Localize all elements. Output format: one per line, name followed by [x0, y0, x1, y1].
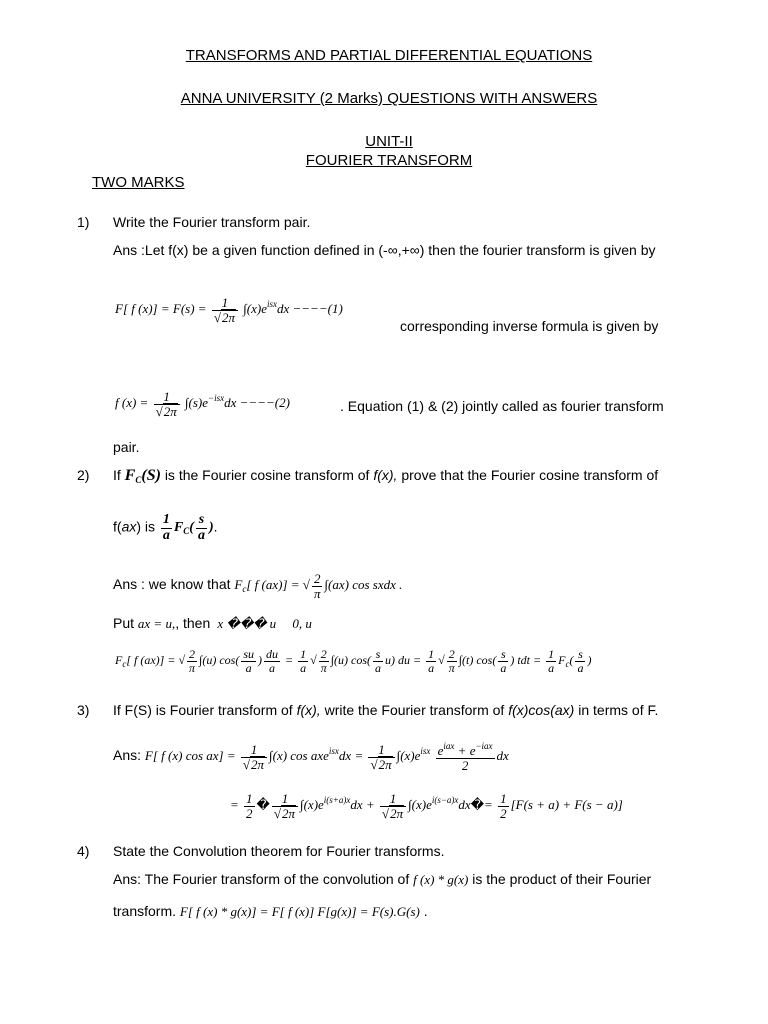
q2-question-pre: If	[113, 467, 121, 483]
q3-q-post: in terms of F.	[578, 702, 659, 718]
q1-eq2-tag: (2)	[274, 395, 290, 411]
q3-answer-line-2: = $\frac{1}{2}$ � $\frac{1}{√2\pi}$ $\int(x)e^{i(s+a)x}dx$ + $\frac{1}{√2\pi}$ $\int(x)e^{i(s-a)x}dx�=$ $\frac{1}{2}$ [F(s + a) + F(s − a)]	[230, 791, 623, 821]
q2-answer-intro: Ans : we know that	[113, 576, 231, 593]
q1-eq2-note: . Equation (1) & (2) jointly called as fourier transform	[340, 398, 664, 414]
q3-q-expr: f(x)cos(ax)	[508, 702, 575, 718]
q1-equation-1: F[ f (x)] = F(s) = $\frac{1}{√2\pi}$ $\int(x)e^{isx}dx ----(1)$	[115, 295, 343, 325]
q1-eq1-note: corresponding inverse formula is given by	[400, 318, 659, 334]
q1-number: 1)	[77, 214, 90, 230]
topic-heading: FOURIER TRANSFORM	[305, 152, 473, 169]
q3-question	[113, 702, 658, 718]
document-title: TRANSFORMS AND PARTIAL DIFFERENTIAL EQUATIONS	[185, 47, 593, 64]
q2-question-mid: is the Fourier cosine transform of	[164, 467, 370, 483]
q4-answer-line-2: transform. F[ f (x) * g(x)] = F[ f (x)] F[g(x)] = F(s).G(s) .	[113, 903, 428, 919]
q1-answer-intro: Ans :Let f(x) be a given function defined in (-∞,+∞) then the fourier transform is given by	[113, 242, 656, 258]
q2-then-label: , then	[175, 615, 211, 631]
q2-line2-mid: ) is	[136, 518, 156, 535]
q3-q-mid: write the Fourier transform of	[324, 702, 505, 718]
q3-number: 3)	[77, 702, 90, 718]
q2-fc-symbol: $F_C(S)$	[124, 467, 161, 485]
q2-number: 2)	[77, 467, 90, 483]
q3-q-pre: If F(S) is Fourier transform of	[113, 702, 293, 718]
q3-q-fx: f(x),	[296, 702, 321, 718]
q4-answer-line-1: Ans: The Fourier transform of the convolution of f (x) * g(x) is the product of their Fourier	[113, 871, 652, 887]
q2-question-line	[113, 467, 658, 485]
document-subtitle: ANNA UNIVERSITY (2 Marks) QUESTIONS WITH ANSWERS	[180, 90, 598, 107]
q1-question: Write the Fourier transform pair.	[113, 214, 311, 230]
q2-line2-expr: $\frac{1}{a}$ $F_C$( $\frac{s}{a}$ )	[162, 512, 214, 543]
q2-line2: f(ax) is $\frac{1}{a}$ $F_C$( $\frac{s}{a}$ ).	[113, 512, 218, 543]
q3-ans-label: Ans:	[113, 747, 142, 764]
q4-ans-pre: Ans: The Fourier transform of the convolution of	[113, 871, 410, 887]
unit-heading: UNIT-II	[365, 133, 413, 150]
q3-answer-line-1: Ans: F[ f (x) cos ax] = $\frac{1}{√2\pi}$ ∫(x) cos axe$^{isx}$dx = $\frac{1}{√2\pi}$ $\int(x)e^{isx}$ $\frac{e^{iax} + e^{-iax}}{2}$ dx	[113, 741, 509, 773]
q2-answer-line: Ans : we know that $F_c$[ f (ax)] = √ $\frac{2}{\pi}$ ∫(ax) cos sxdx .	[113, 571, 403, 601]
q4-ans-line2: transform.	[113, 903, 177, 919]
q2-put-line: Put ax = u,, then x ��� u 0, u	[113, 615, 312, 631]
q4-ans-post: is the product of their Fourier	[472, 871, 652, 887]
section-heading: TWO MARKS	[92, 174, 185, 191]
q4-number: 4)	[77, 843, 90, 859]
q4-question: State the Convolution theorem for Fourier transforms.	[113, 843, 445, 859]
q2-derivation: $F_c$[ f (ax)] = √ $\frac{2}{\pi}$ ∫(u) cos( $\frac{su}{a}$ ) $\frac{du}{a}$ = $\frac{1}{a}$ √ $\frac{2}{\pi}$ ∫(u) cos( $\frac{s}{a}$ u) du = $\frac{1}{a}$ √ $\frac{2}{\pi}$ ∫(t) cos( $\frac{s}{a}$ ) tdt = $\frac{1}{a}$ $F_c$( $\frac{s}{a}$ )	[115, 647, 592, 675]
q2-line2-pre: f(	[113, 518, 122, 535]
q1-equation-2: f (x) = $\frac{1}{√2\pi}$ $\int(s)e^{-isx}dx ----(2)$	[115, 389, 290, 419]
q1-eq1-tag: (1)	[327, 301, 343, 317]
q2-question-fx: f(x),	[373, 467, 398, 483]
q2-question-post: prove that the Fourier cosine transform of	[401, 467, 659, 483]
q2-put-label: Put	[113, 615, 135, 631]
q2-line2-ax: ax	[121, 518, 137, 535]
q1-eq2-note-cont: pair.	[113, 439, 140, 455]
